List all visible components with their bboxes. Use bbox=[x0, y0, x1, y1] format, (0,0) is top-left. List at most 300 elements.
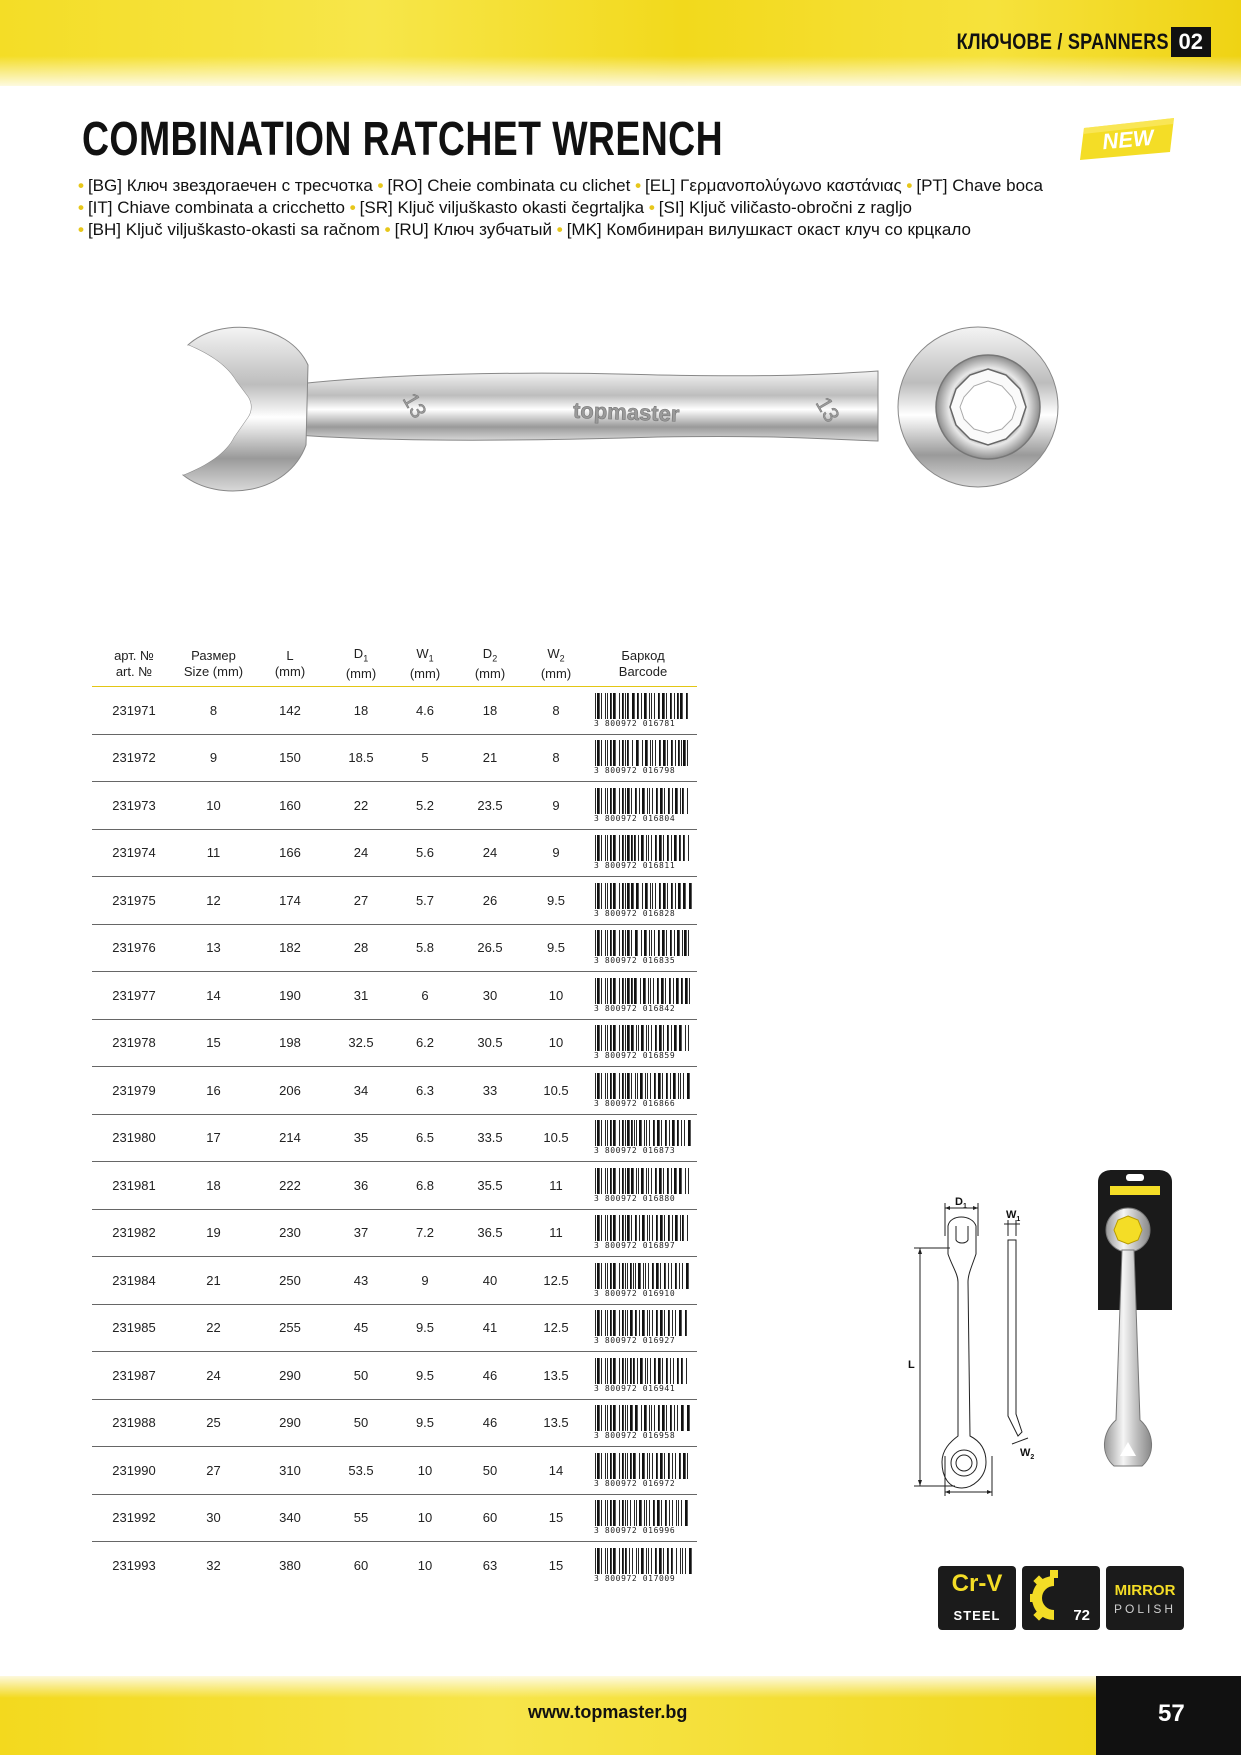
lang-code: [BG] bbox=[87, 176, 122, 195]
cell-l: 190 bbox=[251, 972, 329, 1020]
barcode bbox=[594, 1073, 692, 1108]
table-row bbox=[92, 734, 697, 782]
cell-w1: 10 bbox=[393, 1447, 457, 1495]
col-header-w2: $W_2$ (mm) bbox=[523, 642, 589, 687]
cell-art: 231982 bbox=[92, 1209, 176, 1257]
cell-d1: 60 bbox=[353, 1557, 369, 1573]
cell-art: 231984 bbox=[92, 1257, 176, 1305]
cell-size: 9 bbox=[176, 734, 251, 782]
cell-w1: 9.5 bbox=[393, 1399, 457, 1447]
bullet-dot: • bbox=[78, 176, 84, 195]
cell-l: 160 bbox=[251, 782, 329, 830]
lang-code: [PT] bbox=[916, 176, 948, 195]
cell-w2: 10.5 bbox=[523, 1114, 589, 1162]
cell-w1: 10 bbox=[393, 1494, 457, 1542]
cell-size: 21 bbox=[176, 1257, 251, 1305]
barcode bbox=[594, 788, 692, 823]
table-row bbox=[92, 877, 697, 925]
cell-d2: 60 bbox=[457, 1494, 523, 1542]
cell-d2: 30.5 bbox=[457, 1019, 523, 1067]
cell-art: 231993 bbox=[112, 1557, 156, 1573]
cell-size: 10 bbox=[176, 782, 251, 830]
svg-text:D1: $D_1$ bbox=[955, 1196, 967, 1210]
mirror-badge-bottom: POLISH bbox=[1113, 1602, 1176, 1616]
lang-code: [MK] bbox=[566, 220, 602, 239]
cell-d2: 46 bbox=[457, 1399, 523, 1447]
barcode-number: 3 800972 016842 bbox=[594, 1003, 676, 1013]
cell-d1: 45 bbox=[329, 1304, 393, 1352]
barcode bbox=[594, 1263, 692, 1298]
table-row bbox=[92, 1162, 697, 1210]
barcode bbox=[594, 835, 692, 870]
barcode bbox=[594, 1405, 692, 1440]
cell-size: 24 bbox=[176, 1352, 251, 1400]
cell-d1: 24 bbox=[329, 829, 393, 877]
cell-w2: 12.5 bbox=[523, 1257, 589, 1305]
cell-w2: 9 bbox=[523, 829, 589, 877]
cell-d2: 50 bbox=[457, 1447, 523, 1495]
feature-badges bbox=[938, 1566, 1184, 1630]
cell-d1: 35 bbox=[329, 1114, 393, 1162]
cell-w2: 14 bbox=[523, 1447, 589, 1495]
cell-w1: 6.2 bbox=[393, 1019, 457, 1067]
translation-text: Ключ зубчатый bbox=[433, 220, 553, 239]
cell-w1: 7.2 bbox=[393, 1209, 457, 1257]
barcode-number: 3 800972 016798 bbox=[594, 766, 676, 776]
cell-d2: 26.5 bbox=[457, 924, 523, 972]
cell-w2: 11 bbox=[523, 1209, 589, 1257]
cell-w1: 9.5 bbox=[393, 1304, 457, 1352]
barcode bbox=[594, 1120, 692, 1155]
translation-text: Ключ звездогаечен с тресчотка bbox=[126, 176, 373, 195]
lang-code: [RU] bbox=[394, 220, 429, 239]
cell-barcode bbox=[589, 1399, 697, 1447]
barcode-number: 3 800972 017009 bbox=[594, 1573, 676, 1583]
barcode-icon bbox=[594, 1120, 692, 1146]
translation-text: Ključ viljuškasto-okasti sa račnom bbox=[125, 220, 380, 239]
table-row bbox=[92, 924, 697, 972]
spec-table-body bbox=[92, 687, 697, 1589]
cell-barcode bbox=[589, 1352, 697, 1400]
barcode-icon bbox=[594, 1310, 692, 1336]
dim-d1-label: D bbox=[955, 1196, 963, 1208]
cell-size: 14 bbox=[176, 972, 251, 1020]
barcode-number: 3 800972 016958 bbox=[594, 1431, 676, 1441]
cell-art: 231972 bbox=[92, 734, 176, 782]
barcode-number: 3 800972 016927 bbox=[594, 1336, 676, 1346]
cell-w2: 10.5 bbox=[523, 1067, 589, 1115]
wrench-photo bbox=[178, 325, 1098, 505]
table-row bbox=[92, 782, 697, 830]
cell-size: 12 bbox=[176, 877, 251, 925]
cell-barcode bbox=[589, 877, 697, 925]
translation-text: Ključ viličasto-obročni z ragljo bbox=[689, 198, 912, 217]
cell-size: 8 bbox=[176, 687, 251, 735]
cell-art: 231971 bbox=[92, 687, 176, 735]
cell-w1: 5.8 bbox=[393, 924, 457, 972]
cell-art: 231974 bbox=[92, 829, 176, 877]
table-row bbox=[92, 687, 697, 735]
cell-d1: 27 bbox=[329, 877, 393, 925]
cell-d2: 24 bbox=[457, 829, 523, 877]
cell-d2: 41 bbox=[457, 1304, 523, 1352]
teeth-count: 72 bbox=[1073, 1607, 1090, 1624]
col-header-w1: $W_1$ (mm) bbox=[393, 642, 457, 687]
cell-d1: 55 bbox=[329, 1494, 393, 1542]
translation-text: Γερμανοπολύγωνο καστάνιας bbox=[680, 176, 902, 195]
cell-barcode bbox=[589, 1542, 697, 1589]
cell-barcode bbox=[589, 1209, 697, 1257]
table-row bbox=[92, 1399, 697, 1447]
cell-l: 290 bbox=[251, 1399, 329, 1447]
cell-art: 231975 bbox=[92, 877, 176, 925]
barcode-icon bbox=[594, 1453, 692, 1479]
translation-text: Комбиниран вилушкаст окаст клуч со крцкало bbox=[606, 220, 971, 239]
cell-size: 11 bbox=[176, 829, 251, 877]
cell-l: 340 bbox=[251, 1494, 329, 1542]
barcode bbox=[594, 1453, 692, 1488]
cell-barcode bbox=[589, 1304, 697, 1352]
barcode-number: 3 800972 016897 bbox=[594, 1241, 676, 1251]
barcode-icon bbox=[594, 1358, 692, 1384]
col-header-size: Размер Size (mm) bbox=[176, 642, 251, 687]
cell-barcode bbox=[589, 924, 697, 972]
cell-w1: 10 bbox=[417, 1557, 433, 1573]
cell-l: 380 bbox=[279, 1557, 301, 1573]
barcode-number: 3 800972 016941 bbox=[594, 1383, 676, 1393]
cell-size: 17 bbox=[176, 1114, 251, 1162]
table-row bbox=[92, 972, 697, 1020]
cell-d1: 31 bbox=[329, 972, 393, 1020]
dimension-diagram bbox=[900, 1196, 1060, 1496]
cell-d1: 22 bbox=[329, 782, 393, 830]
table-row bbox=[92, 1067, 697, 1115]
barcode-number: 3 800972 016910 bbox=[594, 1288, 676, 1298]
barcode bbox=[594, 1310, 692, 1345]
col-header-art: арт. № art. № bbox=[92, 642, 176, 687]
translation-text: Ključ viljuškasto okasti čegrtaljka bbox=[397, 198, 645, 217]
barcode-number: 3 800972 016781 bbox=[594, 718, 676, 728]
cell-w1: 9.5 bbox=[393, 1352, 457, 1400]
barcode-icon bbox=[594, 693, 692, 719]
cell-w1: 6.8 bbox=[393, 1162, 457, 1210]
cell-d2: 40 bbox=[457, 1257, 523, 1305]
cell-w2: 9.5 bbox=[523, 924, 589, 972]
cell-size: 25 bbox=[176, 1399, 251, 1447]
cell-d1: 18.5 bbox=[329, 734, 393, 782]
cell-d2: 35.5 bbox=[457, 1162, 523, 1210]
cell-l: 290 bbox=[251, 1352, 329, 1400]
new-badge bbox=[1078, 118, 1178, 160]
barcode-icon bbox=[594, 1215, 692, 1241]
cell-art: 231977 bbox=[92, 972, 176, 1020]
translation-text: Cheie combinata cu clichet bbox=[427, 176, 631, 195]
cell-barcode bbox=[589, 1019, 697, 1067]
cell-barcode bbox=[589, 1257, 697, 1305]
crv-badge-top: Cr-V bbox=[951, 1570, 1003, 1597]
barcode bbox=[594, 1025, 692, 1060]
cell-art: 231987 bbox=[92, 1352, 176, 1400]
col-header-d1: $D_1$ (mm) bbox=[329, 642, 393, 687]
barcode bbox=[594, 1358, 692, 1393]
cell-l: 206 bbox=[251, 1067, 329, 1115]
cell-w2: 11 bbox=[523, 1162, 589, 1210]
cell-w2: 10 bbox=[523, 972, 589, 1020]
cell-w1: 5.6 bbox=[393, 829, 457, 877]
barcode-number: 3 800972 016873 bbox=[594, 1146, 676, 1156]
barcode-number: 3 800972 016866 bbox=[594, 1098, 676, 1108]
bullet-dot: • bbox=[648, 198, 655, 217]
cell-w2: 9 bbox=[523, 782, 589, 830]
page-title: COMBINATION RATCHET WRENCH bbox=[82, 113, 724, 166]
svg-text:W2: $W_2$ bbox=[1020, 1447, 1035, 1461]
cell-w2: 10 bbox=[523, 1019, 589, 1067]
teeth-72-badge bbox=[1022, 1566, 1100, 1630]
cell-l: 222 bbox=[251, 1162, 329, 1210]
barcode-icon bbox=[594, 978, 692, 1004]
barcode-icon bbox=[594, 930, 692, 956]
table-row bbox=[92, 829, 697, 877]
cell-l: 255 bbox=[251, 1304, 329, 1352]
barcode-number: 3 800972 016972 bbox=[594, 1478, 676, 1488]
cell-art: 231981 bbox=[92, 1162, 176, 1210]
barcode bbox=[594, 740, 692, 775]
mirror-badge-top: MIRROR bbox=[1114, 1582, 1176, 1599]
cell-size: 16 bbox=[176, 1067, 251, 1115]
crv-steel-badge bbox=[938, 1566, 1016, 1630]
chapter-number: 02 bbox=[1171, 27, 1211, 57]
translation-text: Chiave combinata a cricchetto bbox=[117, 198, 345, 217]
barcode-icon bbox=[594, 883, 692, 909]
cell-l: 310 bbox=[251, 1447, 329, 1495]
translation-text: Chave boca bbox=[952, 176, 1043, 195]
cell-art: 231978 bbox=[92, 1019, 176, 1067]
translation-line-2 bbox=[78, 197, 1078, 219]
size-engraving-right: 13 bbox=[810, 392, 845, 427]
cell-d1: 32.5 bbox=[329, 1019, 393, 1067]
table-row bbox=[92, 1542, 697, 1589]
barcode-number: 3 800972 016811 bbox=[594, 861, 676, 871]
lang-code: [SR] bbox=[359, 198, 393, 217]
lang-code: [SI] bbox=[658, 198, 685, 217]
brand-engraving: topmaster bbox=[572, 397, 680, 427]
bullet-dot: • bbox=[78, 198, 84, 217]
cell-d1: 50 bbox=[329, 1399, 393, 1447]
cell-w1: 6 bbox=[393, 972, 457, 1020]
barcode bbox=[594, 1548, 692, 1583]
barcode-icon bbox=[594, 1168, 692, 1194]
cell-d1: 50 bbox=[329, 1352, 393, 1400]
cell-size: 13 bbox=[176, 924, 251, 972]
cell-d1: 28 bbox=[329, 924, 393, 972]
dim-l-label: L bbox=[908, 1359, 915, 1371]
table-row bbox=[92, 1304, 697, 1352]
table-header-row bbox=[92, 642, 697, 687]
barcode-number: 3 800972 016828 bbox=[594, 908, 676, 918]
chapter-label: КЛЮЧОВЕ / SPANNERS bbox=[956, 29, 1169, 54]
cell-d1: 43 bbox=[329, 1257, 393, 1305]
cell-size: 18 bbox=[176, 1162, 251, 1210]
cell-d2: 46 bbox=[457, 1352, 523, 1400]
cell-size: 19 bbox=[176, 1209, 251, 1257]
cell-w2: 13.5 bbox=[523, 1352, 589, 1400]
cell-barcode bbox=[589, 1162, 697, 1210]
cell-size: 15 bbox=[176, 1019, 251, 1067]
cell-barcode bbox=[589, 1447, 697, 1495]
lang-code: [EL] bbox=[645, 176, 676, 195]
table-row bbox=[92, 1114, 697, 1162]
barcode bbox=[594, 978, 692, 1013]
bullet-dot: • bbox=[635, 176, 642, 195]
cell-w2: 9.5 bbox=[523, 877, 589, 925]
barcode-number: 3 800972 016804 bbox=[594, 813, 676, 823]
barcode bbox=[594, 693, 692, 728]
cell-w1: 9 bbox=[393, 1257, 457, 1305]
translation-line-3 bbox=[78, 219, 1078, 241]
cell-barcode bbox=[589, 687, 697, 735]
cell-w2: 12.5 bbox=[523, 1304, 589, 1352]
spec-table bbox=[92, 642, 697, 1589]
cell-l: 198 bbox=[251, 1019, 329, 1067]
cell-art: 231980 bbox=[92, 1114, 176, 1162]
bullet-dot: • bbox=[78, 220, 84, 239]
dim-w1-label: W bbox=[1006, 1209, 1017, 1221]
barcode-number: 3 800972 016859 bbox=[594, 1051, 676, 1061]
barcode-icon bbox=[594, 740, 692, 766]
barcode-icon bbox=[594, 835, 692, 861]
cell-d2: 26 bbox=[457, 877, 523, 925]
cell-d2: 33.5 bbox=[457, 1114, 523, 1162]
mirror-polish-badge bbox=[1106, 1566, 1184, 1630]
translation-line-1 bbox=[78, 175, 1078, 197]
cell-w1: 4.6 bbox=[393, 687, 457, 735]
cell-w2: 8 bbox=[523, 734, 589, 782]
dim-w2-label: W bbox=[1020, 1447, 1031, 1459]
cell-l: 182 bbox=[251, 924, 329, 972]
barcode bbox=[594, 883, 692, 918]
cell-size: 27 bbox=[176, 1447, 251, 1495]
cell-d2: 63 bbox=[482, 1557, 498, 1573]
size-engraving-left: 13 bbox=[397, 388, 432, 423]
bullet-dot: • bbox=[556, 220, 563, 239]
cell-d2: 23.5 bbox=[457, 782, 523, 830]
cell-w2: 15 bbox=[548, 1557, 564, 1573]
cell-d1: 18 bbox=[329, 687, 393, 735]
cell-art: 231979 bbox=[92, 1067, 176, 1115]
barcode-number: 3 800972 016835 bbox=[594, 956, 676, 966]
barcode-icon bbox=[594, 1500, 692, 1526]
cell-art: 231985 bbox=[92, 1304, 176, 1352]
cell-w1: 5 bbox=[393, 734, 457, 782]
barcode bbox=[594, 1215, 692, 1250]
cell-d1: 37 bbox=[329, 1209, 393, 1257]
barcode bbox=[594, 930, 692, 965]
website-link[interactable]: www.topmaster.bg bbox=[528, 1702, 688, 1722]
cell-d2: 30 bbox=[457, 972, 523, 1020]
cell-art: 231990 bbox=[92, 1447, 176, 1495]
cell-w2: 8 bbox=[523, 687, 589, 735]
table-row bbox=[92, 1257, 697, 1305]
barcode bbox=[594, 1500, 692, 1535]
barcode-icon bbox=[594, 788, 692, 814]
lang-code: [BH] bbox=[87, 220, 122, 239]
cell-d1: 53.5 bbox=[329, 1447, 393, 1495]
svg-text:W1: $W_1$ bbox=[1006, 1209, 1021, 1223]
cell-size: 30 bbox=[176, 1494, 251, 1542]
col-header-barcode: Баркод Barcode bbox=[589, 642, 697, 687]
barcode-icon bbox=[594, 1405, 692, 1431]
bullet-dot: • bbox=[377, 176, 384, 195]
cell-l: 142 bbox=[251, 687, 329, 735]
cell-d2: 18 bbox=[457, 687, 523, 735]
cell-w2: 15 bbox=[523, 1494, 589, 1542]
table-row bbox=[92, 1352, 697, 1400]
barcode-icon bbox=[594, 1548, 692, 1574]
cell-d1: 36 bbox=[329, 1162, 393, 1210]
cell-w1: 5.2 bbox=[393, 782, 457, 830]
cell-barcode bbox=[589, 829, 697, 877]
table-row bbox=[92, 1447, 697, 1495]
cell-barcode bbox=[589, 782, 697, 830]
bullet-dot: • bbox=[349, 198, 356, 217]
page-number: 57 bbox=[1158, 1700, 1185, 1727]
cell-d2: 21 bbox=[457, 734, 523, 782]
table-row bbox=[92, 1019, 697, 1067]
col-header-l: L (mm) bbox=[251, 642, 329, 687]
barcode-number: 3 800972 016880 bbox=[594, 1193, 676, 1203]
cell-art: 231992 bbox=[92, 1494, 176, 1542]
table-row bbox=[92, 1209, 697, 1257]
barcode-number: 3 800972 016996 bbox=[594, 1526, 676, 1536]
barcode bbox=[594, 1168, 692, 1203]
cell-barcode bbox=[589, 972, 697, 1020]
cell-d1: 34 bbox=[329, 1067, 393, 1115]
cell-d2: 33 bbox=[457, 1067, 523, 1115]
chapter-tab bbox=[910, 27, 1211, 57]
crv-badge-bottom: STEEL bbox=[953, 1608, 1001, 1623]
lang-code: [IT] bbox=[87, 198, 113, 217]
cell-l: 166 bbox=[251, 829, 329, 877]
cell-size: 32 bbox=[206, 1557, 221, 1573]
col-header-d2: $D_2$ (mm) bbox=[457, 642, 523, 687]
cell-w1: 5.7 bbox=[393, 877, 457, 925]
barcode-icon bbox=[594, 1025, 692, 1051]
cell-barcode bbox=[589, 734, 697, 782]
cell-barcode bbox=[589, 1067, 697, 1115]
translations bbox=[78, 175, 1078, 241]
cell-l: 250 bbox=[251, 1257, 329, 1305]
cell-art: 231988 bbox=[92, 1399, 176, 1447]
lang-code: [RO] bbox=[387, 176, 423, 195]
cell-w1: 6.3 bbox=[393, 1067, 457, 1115]
cell-l: 214 bbox=[251, 1114, 329, 1162]
cell-art: 231976 bbox=[92, 924, 176, 972]
cell-w1: 6.5 bbox=[393, 1114, 457, 1162]
table-row bbox=[92, 1494, 697, 1542]
cell-l: 230 bbox=[251, 1209, 329, 1257]
new-badge-label: NEW bbox=[1101, 124, 1155, 155]
cell-barcode bbox=[589, 1494, 697, 1542]
packaged-wrench-photo bbox=[1090, 1170, 1180, 1470]
cell-size: 22 bbox=[176, 1304, 251, 1352]
cell-l: 150 bbox=[251, 734, 329, 782]
bullet-dot: • bbox=[906, 176, 913, 195]
barcode-icon bbox=[594, 1073, 692, 1099]
bullet-dot: • bbox=[384, 220, 391, 239]
cell-barcode bbox=[589, 1114, 697, 1162]
cell-art: 231973 bbox=[92, 782, 176, 830]
barcode-icon bbox=[594, 1263, 692, 1289]
